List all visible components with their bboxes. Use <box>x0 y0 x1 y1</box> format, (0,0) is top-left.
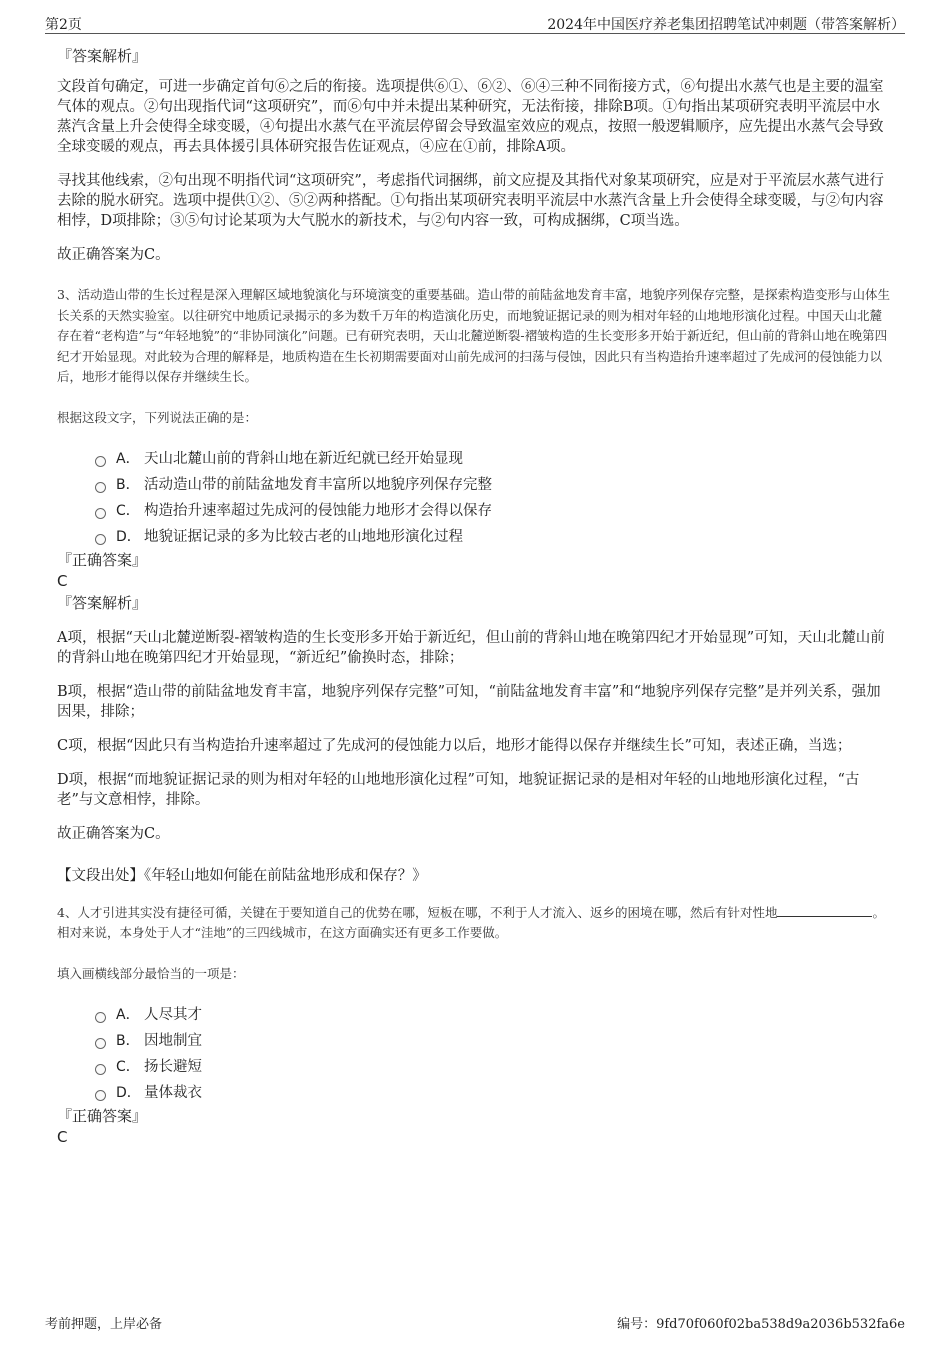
analysis-label: 『答案解析』 <box>57 593 148 612</box>
prev-analysis-label: 『答案解析』 <box>57 47 148 65</box>
radio-icon[interactable] <box>95 482 106 493</box>
option-d[interactable]: D． 地貌证据记录的多为比较古老的山地地形演化过程 <box>95 524 893 550</box>
option-a[interactable]: A． 天山北麓山前的背斜山地在新近纪就已经开始显现 <box>95 446 893 472</box>
correct-answer: C <box>57 571 68 590</box>
analysis-option-a: A项，根据“天山北麓逆断裂-褶皱构造的生长变形多开始于新近纪，但山前的背斜山地在晚第四纪才开始显现”可知，天山北麓山前的背斜山地在晚第四纪才开始显现，“新近纪”偷换时态，排除； <box>57 629 885 666</box>
prev-analysis-para-2: 寻找其他线索，②句出现不明指代词“这项研究”，考虑指代词捆绑，前文应提及其指代对象某项研究，应是对于平流层水蒸气进行去除的脱水研究。选项中提供①②、⑤②两种搭配。①句指出某项研究表明平流层中水蒸汽含量上升会使得全球变暖，与②句内容相悖，D项排除；③⑤句讨论某项为大气脱水的新技术，与②句内容一致，可构成捆绑，C项当选。 <box>57 173 884 229</box>
question-4-prompt: 填入画横线部分最恰当的一项是： <box>57 965 245 981</box>
q4-correct-answer: C <box>57 1127 68 1146</box>
radio-icon[interactable] <box>95 508 106 519</box>
radio-icon[interactable] <box>95 1038 106 1049</box>
prev-analysis-para-1: 文段首句确定，可进一步确定首句⑥之后的衔接。选项提供⑥①、⑥②、⑥④三种不同衔接方式，⑥句提出水蒸气也是主要的温室气体的观点。②句出现指代词“这项研究”，而⑥句中并未提出某种研究，无法衔接，排除B项。①句指出某项研究表明平流层中水蒸汽含量上升会使得全球变暖，④句提出水蒸气在平流层停留会导致温室效应的观点，按照一般逻辑顺序，应先提出水蒸气会导致全球变暖的观点，再去具体援引具体研究报告佐证观点，④应在①前，排除A项。 <box>57 79 884 155</box>
fill-blank <box>777 904 872 917</box>
analysis-option-b: B项，根据“造山带的前陆盆地发育丰富，地貌序列保存完整”可知，“前陆盆地发育丰富”和“地貌序列保存完整”是并列关系，强加因果，排除； <box>57 683 881 720</box>
document-title: 2024年中国医疗养老集团招聘笔试冲刺题（带答案解析） <box>547 17 905 33</box>
question-4-options <box>95 1002 893 1106</box>
question-4-text: 4、人才引进其实没有捷径可循，关键在于要知道自己的优势在哪，短板在哪，不利于人才流入、返乡的困境在哪，然后有针对性地 。相对来说，本身处于人才“洼地”的三四线城市，在这方面确实还有更多工作要做。 <box>57 904 885 940</box>
correct-answer-label: 『正确答案』 <box>57 550 148 569</box>
page-number: 第2页 <box>45 17 82 33</box>
analysis-option-d: D项，根据“而地貌证据记录的则为相对年轻的山地地形演化过程”可知，地貌证据记录的是相对年轻的山地地形演化过程，“古老”与文意相悖，排除。 <box>57 771 860 808</box>
option-b[interactable]: B． 因地制宜 <box>95 1028 893 1054</box>
analysis-option-c: C项，根据“因此只有当构造抬升速率超过了先成河的侵蚀能力以后，地形才能得以保存并继续生长”可知，表述正确，当选； <box>57 737 852 754</box>
radio-icon[interactable] <box>95 534 106 545</box>
question-3-text: 3、活动造山带的生长过程是深入理解区域地貌演化与环境演变的重要基础。造山带的前陆盆地发育丰富，地貌序列保存完整，是探索构造变形与山体生长关系的天然实验室。以往研究中地质记录揭示的多为数千万年的构造演化历史，而地貌证据记录的则为相对年轻的山地地形演化过程。中国天山北麓存在着“老构造”与“年轻地貌”的“非协同演化”问题。已有研究表明，天山北麓逆断裂-褶皱构造的生长变形多开始于新近纪，但山前的背斜山地在晚第四纪才开始显现。对此较为合理的解释是，地质构造在生长初期需要面对山前先成河的扫荡与侵蚀，因此只有当构造抬升速率超过了先成河的侵蚀能力以后，地形才能得以保存并继续生长。 <box>57 287 890 384</box>
option-d[interactable]: D． 量体裁衣 <box>95 1080 893 1106</box>
page-header <box>0 0 950 36</box>
footer-slogan: 考前押题，上岸必备 <box>45 1317 163 1332</box>
radio-icon[interactable] <box>95 1012 106 1023</box>
analysis-conclusion: 故正确答案为C。 <box>57 825 170 842</box>
text-source: 【文段出处】《年轻山地如何能在前陆盆地形成和保存？》 <box>57 867 427 884</box>
option-b[interactable]: B． 活动造山带的前陆盆地发育丰富所以地貌序列保存完整 <box>95 472 893 498</box>
radio-icon[interactable] <box>95 1064 106 1075</box>
prev-analysis-conclusion: 故正确答案为C。 <box>57 247 170 263</box>
question-3-options <box>95 446 893 550</box>
option-c[interactable]: C． 扬长避短 <box>95 1054 893 1080</box>
page-content <box>57 46 893 1147</box>
question-3-prompt: 根据这段文字，下列说法正确的是： <box>57 409 258 425</box>
radio-icon[interactable] <box>95 456 106 467</box>
radio-icon[interactable] <box>95 1090 106 1101</box>
q4-correct-answer-label: 『正确答案』 <box>57 1106 148 1125</box>
option-a[interactable]: A． 人尽其才 <box>95 1002 893 1028</box>
header-rule <box>45 33 905 34</box>
option-c[interactable]: C． 构造抬升速率超过先成河的侵蚀能力地形才会得以保存 <box>95 498 893 524</box>
document-id: 编号：9fd70f060f02ba538d9a2036b532fa6e <box>617 1317 905 1332</box>
